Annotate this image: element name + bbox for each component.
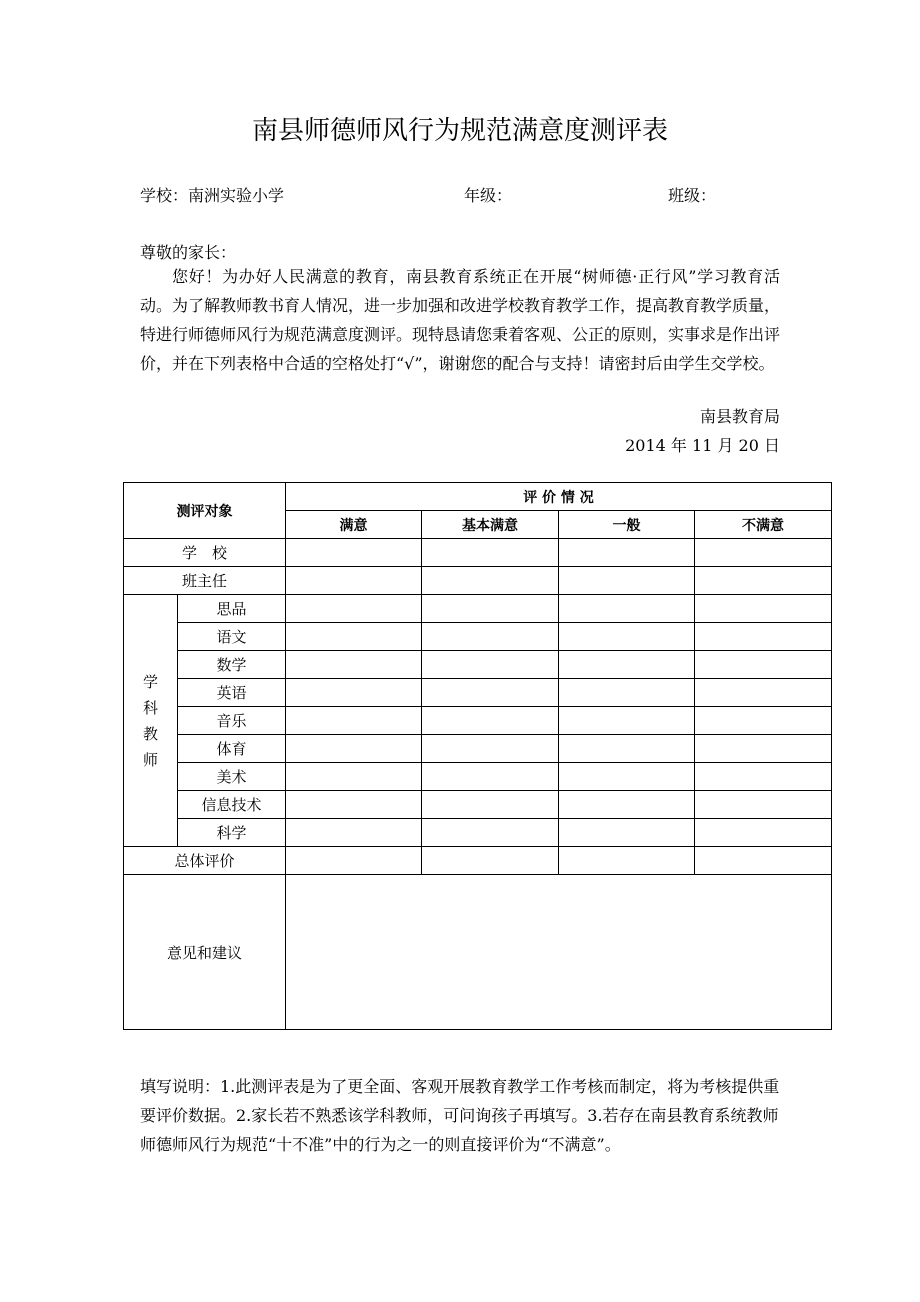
rating-cell[interactable] bbox=[559, 847, 695, 875]
table-row bbox=[124, 763, 832, 791]
rating-cell[interactable] bbox=[422, 847, 559, 875]
subject-label: 英语 bbox=[178, 679, 286, 707]
rating-cell[interactable] bbox=[286, 791, 422, 819]
instructions: 填写说明：1.此测评表是为了更全面、客观开展教育教学工作考核而制定，将为考核提供重要评价数据。2.家长若不熟悉该学科教师，可问询孩子再填写。3.若存在南县教育系统教师师德师风行为规范“十不准”中的行为之一的则直接评价为“不满意”。 bbox=[140, 1077, 780, 1154]
table-row bbox=[124, 651, 832, 679]
row-label-opinion: 意见和建议 bbox=[124, 875, 286, 1030]
rating-cell[interactable] bbox=[559, 651, 695, 679]
table-row bbox=[124, 567, 832, 595]
rating-cell[interactable] bbox=[695, 539, 832, 567]
opinion-field[interactable] bbox=[286, 875, 832, 1030]
rating-cell[interactable] bbox=[695, 623, 832, 651]
letter-signature: 南县教育局 bbox=[699, 407, 780, 426]
rating-cell[interactable] bbox=[286, 623, 422, 651]
subject-label: 数学 bbox=[178, 651, 286, 679]
rating-cell[interactable] bbox=[286, 819, 422, 847]
subject-header: 测评对象 bbox=[124, 483, 286, 539]
class-label: 班级： bbox=[668, 186, 717, 205]
rating-cell[interactable] bbox=[695, 707, 832, 735]
grade-label: 年级： bbox=[464, 186, 513, 205]
row-label-school: 学 校 bbox=[124, 539, 286, 567]
school-field bbox=[140, 183, 284, 206]
rating-cell[interactable] bbox=[559, 567, 695, 595]
subject-teachers-group-label bbox=[124, 595, 178, 847]
rating-cell[interactable] bbox=[695, 595, 832, 623]
subject-label: 信息技术 bbox=[178, 791, 286, 819]
rating-cell[interactable] bbox=[559, 679, 695, 707]
evaluation-table bbox=[123, 482, 832, 1030]
table-row bbox=[124, 595, 832, 623]
rating-cell[interactable] bbox=[422, 707, 559, 735]
group-char: 科 bbox=[142, 698, 158, 717]
rating-cell[interactable] bbox=[422, 763, 559, 791]
rating-cell[interactable] bbox=[422, 735, 559, 763]
rating-cell[interactable] bbox=[286, 735, 422, 763]
table-row bbox=[124, 707, 832, 735]
table-row bbox=[124, 623, 832, 651]
table-row bbox=[124, 791, 832, 819]
rating-cell[interactable] bbox=[559, 707, 695, 735]
rating-cell[interactable] bbox=[559, 791, 695, 819]
rating-cell[interactable] bbox=[422, 791, 559, 819]
letter-greeting: 尊敬的家长： bbox=[140, 243, 237, 262]
subject-label: 体育 bbox=[178, 735, 286, 763]
table-row bbox=[124, 875, 832, 1030]
letter-date: 2014 年 11 月 20 日 bbox=[625, 436, 780, 455]
group-char: 学 bbox=[142, 672, 158, 691]
rating-cell[interactable] bbox=[286, 651, 422, 679]
page-title: 南县师德师风行为规范满意度测评表 bbox=[251, 116, 668, 146]
rating-cell[interactable] bbox=[695, 567, 832, 595]
rating-header: 不满意 bbox=[695, 511, 832, 539]
rating-cell[interactable] bbox=[286, 763, 422, 791]
row-label-head-teacher: 班主任 bbox=[124, 567, 286, 595]
rating-cell[interactable] bbox=[286, 679, 422, 707]
rating-header: 满意 bbox=[286, 511, 422, 539]
rating-cell[interactable] bbox=[695, 819, 832, 847]
table-row bbox=[124, 847, 832, 875]
letter-body: 您好！为办好人民满意的教育，南县教育系统正在开展“树师德·正行风”学习教育活动。为了解教师教书育人情况，进一步加强和改进学校教育教学工作，提高教育教学质量，特进行师德师风行为规范满意度测评。现特恳请您秉着客观、公正的原则，实事求是作出评价，并在下列表格中合适的空格处打“√”，谢谢您的配合与支持！请密封后由学生交学校。 bbox=[140, 267, 781, 373]
subject-label: 音乐 bbox=[178, 707, 286, 735]
school-name: 南洲实验小学 bbox=[188, 186, 285, 205]
rating-cell[interactable] bbox=[286, 707, 422, 735]
school-label: 学校： bbox=[140, 186, 189, 205]
rating-cell[interactable] bbox=[286, 847, 422, 875]
rating-header: 一般 bbox=[559, 511, 695, 539]
rating-cell[interactable] bbox=[422, 539, 559, 567]
subject-label: 思品 bbox=[178, 595, 286, 623]
rating-cell[interactable] bbox=[695, 679, 832, 707]
eval-header: 评 价 情 况 bbox=[286, 483, 832, 511]
rating-cell[interactable] bbox=[559, 595, 695, 623]
subject-label: 科学 bbox=[178, 819, 286, 847]
rating-cell[interactable] bbox=[695, 791, 832, 819]
rating-cell[interactable] bbox=[559, 763, 695, 791]
table-row bbox=[124, 679, 832, 707]
row-label-overall: 总体评价 bbox=[124, 847, 286, 875]
rating-cell[interactable] bbox=[695, 763, 832, 791]
table-row bbox=[124, 819, 832, 847]
rating-cell[interactable] bbox=[559, 819, 695, 847]
rating-cell[interactable] bbox=[422, 567, 559, 595]
rating-cell[interactable] bbox=[695, 847, 832, 875]
table-row bbox=[124, 735, 832, 763]
group-char: 教 bbox=[142, 724, 158, 743]
rating-cell[interactable] bbox=[422, 651, 559, 679]
rating-cell[interactable] bbox=[286, 539, 422, 567]
rating-cell[interactable] bbox=[559, 623, 695, 651]
rating-cell[interactable] bbox=[286, 567, 422, 595]
rating-cell[interactable] bbox=[286, 595, 422, 623]
table-row bbox=[124, 539, 832, 567]
rating-cell[interactable] bbox=[422, 595, 559, 623]
rating-cell[interactable] bbox=[422, 623, 559, 651]
subject-label: 语文 bbox=[178, 623, 286, 651]
rating-cell[interactable] bbox=[422, 679, 559, 707]
rating-cell[interactable] bbox=[559, 539, 695, 567]
rating-header: 基本满意 bbox=[422, 511, 559, 539]
rating-cell[interactable] bbox=[422, 819, 559, 847]
rating-cell[interactable] bbox=[695, 651, 832, 679]
group-char: 师 bbox=[142, 750, 158, 769]
rating-cell[interactable] bbox=[695, 735, 832, 763]
subject-label: 美术 bbox=[178, 763, 286, 791]
rating-cell[interactable] bbox=[559, 735, 695, 763]
